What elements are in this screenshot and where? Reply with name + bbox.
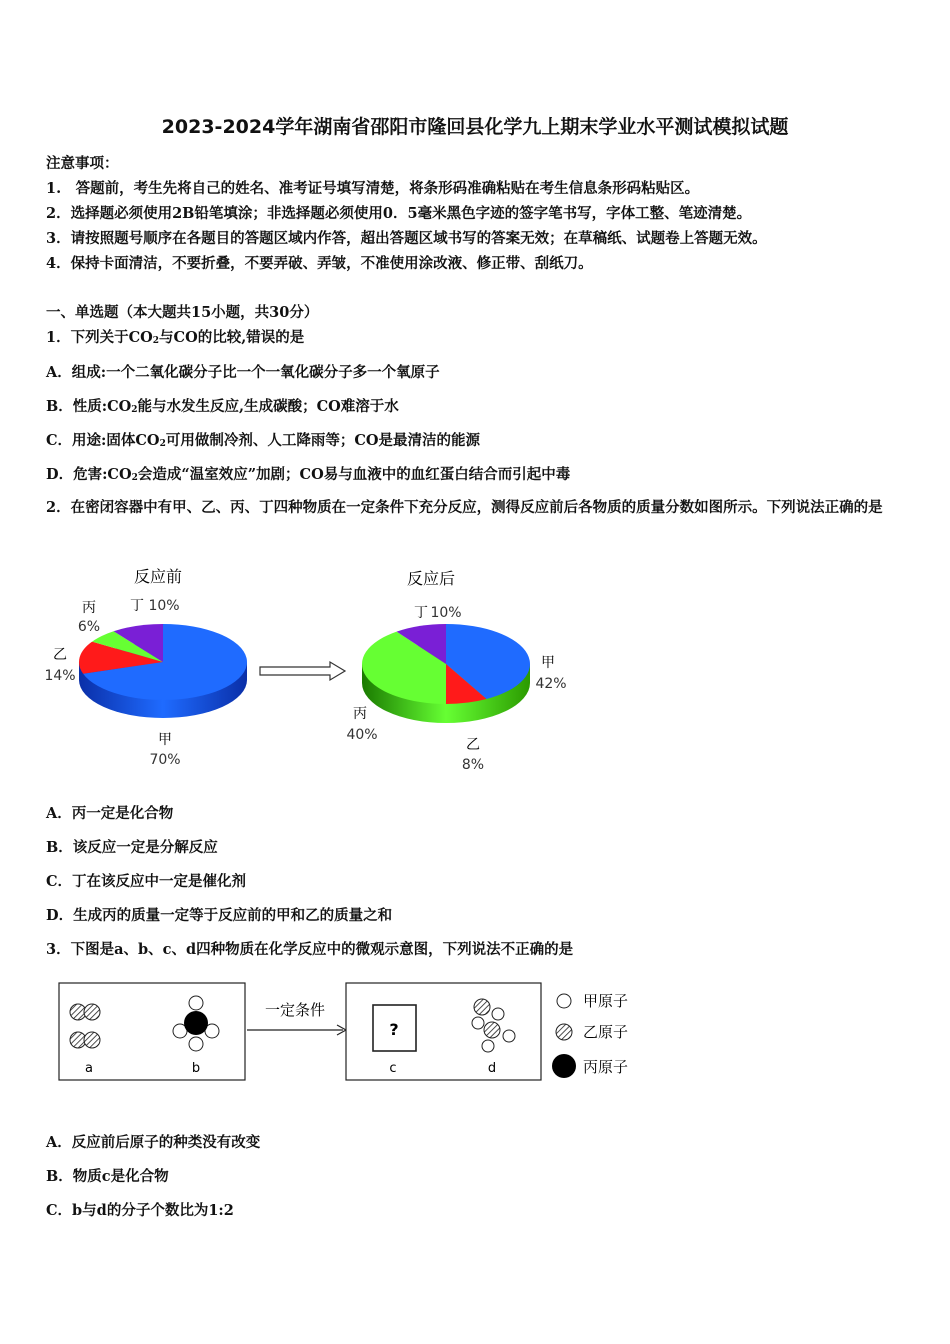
label-a: a bbox=[85, 1061, 93, 1076]
legend bbox=[552, 992, 628, 1078]
q3-option-b: B．物质c是化合物 bbox=[46, 1168, 169, 1185]
pie-after-slices bbox=[362, 624, 530, 704]
pie-before-label-yi: 乙 bbox=[53, 647, 67, 663]
legend-yi-label: 乙原子 bbox=[583, 1023, 629, 1041]
pie-after-label-yi: 乙 bbox=[466, 737, 480, 753]
reaction-arrow bbox=[247, 1025, 346, 1035]
pie-after-pct-bing: 40% bbox=[346, 727, 378, 743]
pie-charts-figure bbox=[40, 560, 600, 775]
q2-option-b: B．该反应一定是分解反应 bbox=[46, 839, 218, 856]
pie-before-label-ding: 丁 bbox=[130, 598, 144, 614]
pie-before-pct-yi: 14% bbox=[44, 668, 76, 684]
pie-after-pct-jia: 42% bbox=[535, 676, 567, 692]
pie-after-label-bing: 丙 bbox=[353, 706, 367, 722]
notice-item-3: 3．请按照题号顺序在各题目的答题区域内作答，超出答题区域书写的答案无效；在草稿纸、试题卷上答题无效。 bbox=[46, 230, 767, 247]
pie-after-pct-yi: 8% bbox=[461, 757, 485, 773]
chart-title-before: 反应前 bbox=[133, 567, 183, 586]
page-title: 2023-2024学年湖南省邵阳市隆回县化学九上期末学业水平测试模拟试题 bbox=[161, 116, 789, 138]
q1-option-a: A．组成:一个二氧化碳分子比一个一氧化碳分子多一个氧原子 bbox=[46, 364, 440, 381]
pie-chart-after bbox=[346, 569, 566, 773]
section-heading: 一、单选题（本大题共15小题，共30分） bbox=[46, 304, 319, 321]
label-d: d bbox=[487, 1061, 497, 1076]
pie-after-label-jia: 甲 bbox=[541, 655, 555, 671]
q1-option-c: C．用途:固体$CO_2$可用做制冷剂、人工降雨等；CO是最清洁的能源 bbox=[46, 432, 481, 449]
legend-bing-label: 丙原子 bbox=[583, 1058, 629, 1076]
pie-chart-before bbox=[44, 567, 247, 768]
q2-option-a: A．丙一定是化合物 bbox=[46, 805, 174, 822]
q3-option-c: C．b与d的分子个数比为1:2 bbox=[46, 1202, 234, 1219]
q1-option-d: D．危害$:CO_2$会造成“温室效应”加剧；CO易与血液中的血红蛋白结合而引起中毒 bbox=[46, 466, 571, 483]
q1-stem: 1．下列关于$CO_2$与CO的比较,错误的是 bbox=[46, 329, 305, 346]
legend-bing-swatch bbox=[552, 1054, 576, 1078]
q1-option-b: B．性质$:CO_2$能与水发生反应,生成碳酸；CO难溶于水 bbox=[46, 398, 399, 415]
pie-after-pct-ding: 10% bbox=[430, 605, 462, 621]
chart-title-after: 反应后 bbox=[406, 569, 456, 588]
legend-yi-swatch bbox=[556, 1024, 572, 1040]
pie-after-label-ding: 丁 bbox=[414, 605, 428, 621]
notice-item-4: 4．保持卡面清洁，不要折叠，不要弄破、弄皱，不准使用涂改液、修正带、刮纸刀。 bbox=[46, 255, 593, 272]
q3-stem: 3．下图是a、b、c、d四种物质在化学反应中的微观示意图，下列说法不正确的是 bbox=[46, 941, 574, 958]
notice-heading: 注意事项： bbox=[46, 155, 119, 172]
legend-jia-swatch bbox=[557, 994, 571, 1008]
legend-jia-label: 甲原子 bbox=[583, 992, 629, 1010]
q2-option-d: D．生成丙的质量一定等于反应前的甲和乙的质量之和 bbox=[46, 907, 393, 924]
pie-before-pct-jia: 70% bbox=[149, 752, 181, 768]
transform-arrow bbox=[260, 662, 345, 680]
q3-option-a: A．反应前后原子的种类没有改变 bbox=[46, 1134, 261, 1151]
label-c: c bbox=[389, 1061, 397, 1076]
reaction-diagram bbox=[55, 980, 655, 1085]
condition-label: 一定条件 bbox=[264, 1001, 326, 1019]
pie-before-pct-ding: 10% bbox=[148, 598, 180, 614]
q2-stem: 2．在密闭容器中有甲、乙、丙、丁四种物质在一定条件下充分反应，测得反应前后各物质的质量分数如图所示。下列说法正确的是 bbox=[46, 499, 883, 516]
pie-before-label-bing: 丙 bbox=[82, 600, 96, 616]
pie-before-slices bbox=[79, 624, 247, 700]
notice-item-2: 2．选择题必须使用2B铅笔填涂；非选择题必须使用0．5毫米黑色字迹的签字笔书写，字体工整、笔迹清楚。 bbox=[46, 205, 752, 222]
pie-before-pct-bing: 6% bbox=[77, 619, 101, 635]
q2-option-c: C．丁在该反应中一定是催化剂 bbox=[46, 873, 247, 890]
notice-item-1: 1. 答题前，考生先将自己的姓名、准考证号填写清楚，将条形码准确粘贴在考生信息条形码粘贴区。 bbox=[46, 180, 700, 197]
unknown-c-mark: ? bbox=[389, 1020, 399, 1039]
pie-before-label-jia: 甲 bbox=[158, 732, 172, 748]
label-b: b bbox=[191, 1061, 201, 1076]
